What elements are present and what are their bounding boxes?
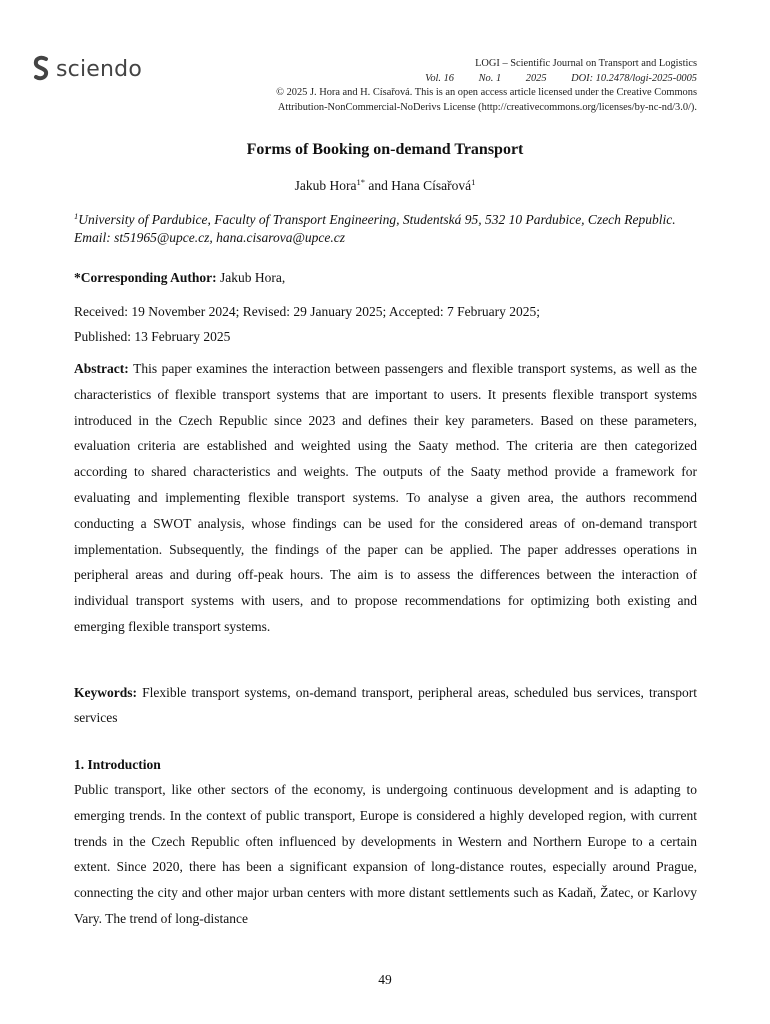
author-line xyxy=(0,178,770,194)
keywords-text: Flexible transport systems, on-demand transport, peripheral areas, scheduled bus services, transport services xyxy=(74,685,697,725)
abstract-label: Abstract: xyxy=(74,361,129,376)
affiliation-text: University of Pardubice, Faculty of Transport Engineering, Studentská 95, 532 10 Pardubice, Czech Republic. Email: st51965@upce.cz, hana.cisarova@upce.cz xyxy=(74,212,676,245)
doi: DOI: 10.2478/logi-2025-0005 xyxy=(571,72,697,84)
author-2-affil-mark: 1 xyxy=(471,177,476,187)
abstract xyxy=(74,356,697,640)
keywords-label: Keywords: xyxy=(74,685,137,700)
copyright-line-2: Attribution-NonCommercial-NoDerivs License (http://creativecommons.org/licenses/by-nc-nd/3.0/). xyxy=(277,101,697,113)
published-date: Published: 13 February 2025 xyxy=(74,329,231,344)
section-heading-introduction: 1. Introduction xyxy=(74,757,161,772)
journal-name: LOGI – Scientific Journal on Transport and Logistics xyxy=(475,58,697,69)
affiliation-mark: 1 xyxy=(74,211,79,221)
author-1: Jakub Hora xyxy=(294,178,357,193)
copyright-line-1: © 2025 J. Hora and H. Císařová. This is an open access article licensed under the Creative Commons xyxy=(276,87,697,98)
keywords xyxy=(74,680,697,730)
affiliation xyxy=(74,211,698,247)
corresponding-author xyxy=(74,270,697,286)
corresponding-name: Jakub Hora, xyxy=(216,270,286,285)
received-dates: Received: 19 November 2024; Revised: 29 January 2025; Accepted: 7 February 2025; xyxy=(74,304,541,319)
author-1-affil-mark: 1* xyxy=(356,177,365,187)
publisher-logo xyxy=(32,55,142,83)
issue: No. 1 xyxy=(478,72,502,84)
author-conjunction: and xyxy=(365,178,392,193)
paper-title: Forms of Booking on-demand Transport xyxy=(246,141,524,158)
corresponding-label: *Corresponding Author: xyxy=(74,270,217,285)
year: 2025 xyxy=(525,72,547,84)
publisher-name: sciendo xyxy=(56,56,142,82)
issue-info xyxy=(276,72,697,87)
journal-header xyxy=(276,57,697,115)
author-2: Hana Císařová xyxy=(391,178,472,193)
page-number: 49 xyxy=(378,972,392,987)
volume: Vol. 16 xyxy=(425,72,455,84)
introduction-paragraph: Public transport, like other sectors of the economy, is undergoing continuous development and is adapting to emerging trends. In the context of public transport, Europe is considered a highly developed region, with current trends in the Czech Republic often influenced by developments in Western and Northern Europe to a certain extent. Since 2020, there has been a significant expansion of long-distance routes, especially around Prague, connecting the city and other major urban centers with more distant settlements such as Kadaň, Žatec, or Karlovy Vary. The trend of long-distance xyxy=(74,782,697,926)
sciendo-s-icon xyxy=(32,55,52,83)
abstract-text: This paper examines the interaction between passengers and flexible transport systems, as well as the characteristics of flexible transport systems that are important to users. It presents flexible transport systems introduced in the Czech Republic since 2023 and defines their key parameters. Based on these parameters, evaluation criteria are established and weighted using the Saaty method. The criteria are then categorized according to shared characteristics and weights. The outputs of the Saaty method provide a framework for evaluating and implementing flexible transport systems. To analyse a given area, the authors recommend conducting a SWOT analysis, whose findings can be used for the considered areas of on-demand transport implementation. Subsequently, the findings of the paper can be applied. The paper addresses operations in peripheral areas and during off-peak hours. The aim is to assess the differences between the interaction of individual transport systems with users, and to propose recommendations for optimizing both existing and emerging flexible transport systems. xyxy=(74,361,697,634)
